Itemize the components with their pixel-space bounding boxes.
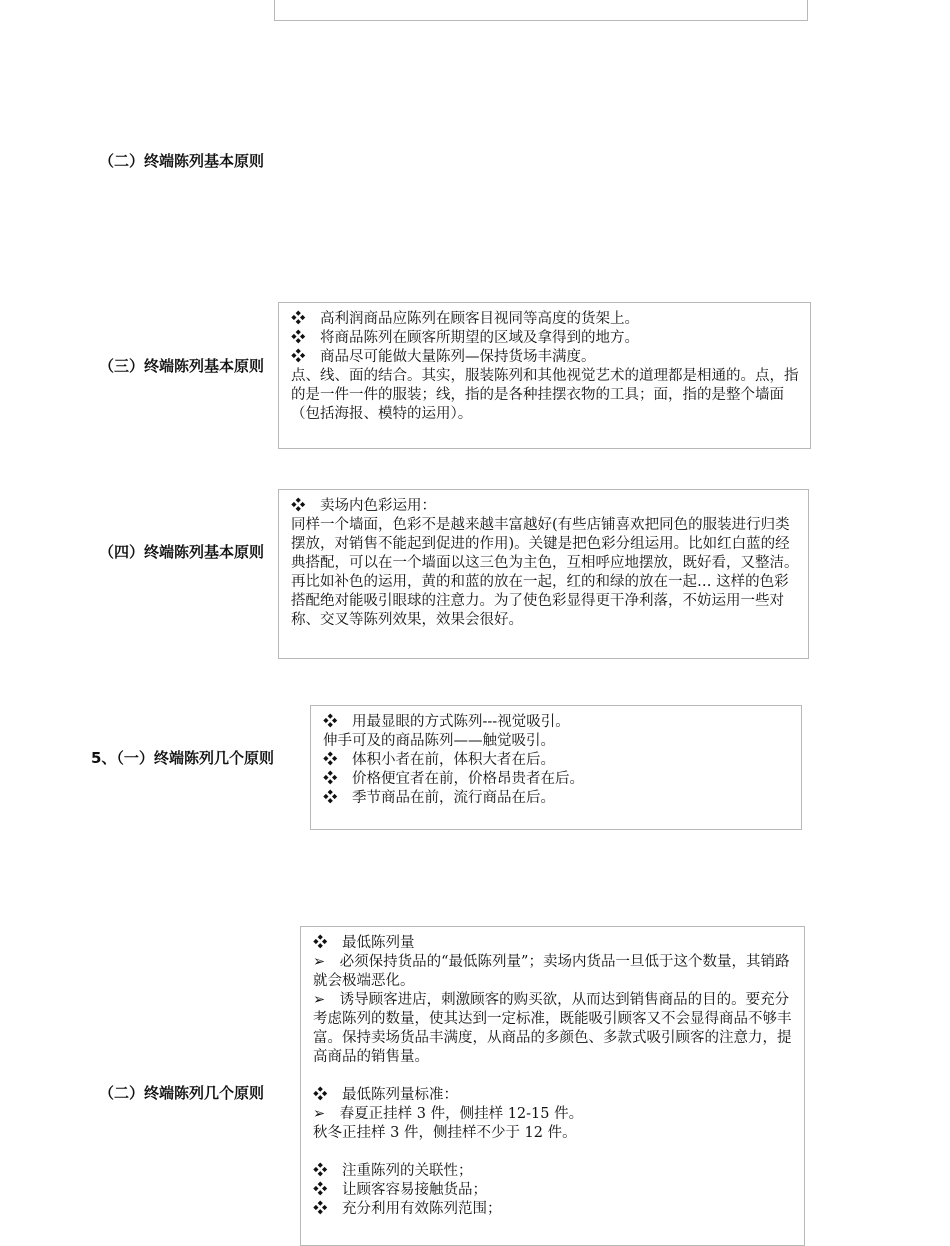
arrow-line: ➢ 春夏正挂样 3 件，侧挂样 12-15 件。 — [313, 1106, 584, 1122]
bullet-line: ❖ 用最显眼的方式陈列---视觉吸引。 — [323, 714, 570, 730]
bullet-line: ❖ 卖场内色彩运用： — [291, 498, 436, 514]
section-content-6 — [313, 934, 798, 1219]
top-partial-box — [274, 0, 808, 21]
paragraph: 同样一个墙面，色彩不是越来越丰富越好(有些店铺喜欢把同色的服装进行归类摆放，对销售不能起到促进的作用)。关键是把色彩分组运用。比如红白蓝的经典搭配，可以在一个墙面以这三色为主色，互相呼应地摆放，既好看，又整洁。再比如补色的运用，黄的和蓝的放在一起，红的和绿的放在一起… 这样的色彩搭配绝对能吸引眼球的注意力。为了使色彩显得更干净利落，不妨运用一些对称、交叉等陈列效果，效果会很好。 — [291, 517, 799, 628]
bullet-line: ❖ 将商品陈列在顾客所期望的区域及拿得到的地方。 — [291, 330, 639, 346]
text-line: 伸手可及的商品陈列——触觉吸引。 — [323, 733, 555, 749]
bullet-line: ❖ 最低陈列量 — [313, 935, 415, 951]
section-content-4 — [291, 497, 802, 630]
section-label-2: （二）终端陈列基本原则 — [99, 152, 265, 170]
bullet-line: ❖ 体积小者在前，体积大者在后。 — [323, 752, 555, 768]
section-box-6 — [300, 926, 805, 1246]
section-box-5 — [310, 705, 802, 830]
bullet-line: ❖ 价格便宜者在前，价格昂贵者在后。 — [323, 771, 584, 787]
section-label-6: （二）终端陈列几个原则 — [99, 1084, 265, 1102]
bullet-line: ❖ 季节商品在前，流行商品在后。 — [323, 790, 555, 806]
bullet-line: ❖ 高利润商品应陈列在顾客目视同等高度的货架上。 — [291, 311, 639, 327]
paragraph: ➢ 必须保持货品的“最低陈列量”；卖场内货品一旦低于这个数量，其销路就会极端恶化。 — [313, 954, 790, 989]
spacer — [313, 1067, 798, 1086]
section-content-3 — [291, 310, 804, 424]
spacer — [313, 1143, 798, 1162]
section-label-3: （三）终端陈列基本原则 — [99, 357, 265, 375]
bullet-line: ❖ 最低陈列量标准： — [313, 1087, 458, 1103]
text-line: 秋冬正挂样 3 件，侧挂样不少于 12 件。 — [313, 1125, 577, 1141]
bullet-line: ❖ 商品尽可能做大量陈列—保持货场丰满度。 — [291, 349, 596, 365]
section-content-5 — [323, 713, 795, 808]
bullet-line: ❖ 注重陈列的关联性； — [313, 1163, 473, 1179]
section-box-4 — [278, 489, 809, 659]
section-label-5: 5、（一）终端陈列几个原则 — [91, 749, 274, 767]
paragraph: 点、线、面的结合。其实，服装陈列和其他视觉艺术的道理都是相通的。点，指的是一件一件的服装；线，指的是各种挂摆衣物的工具；面，指的是整个墙面（包括海报、模特的运用）。 — [291, 368, 799, 422]
bullet-line: ❖ 充分利用有效陈列范围； — [313, 1201, 502, 1217]
bullet-line: ❖ 让顾客容易接触货品； — [313, 1182, 487, 1198]
section-box-3 — [278, 302, 811, 449]
paragraph: ➢ 诱导顾客进店，刺激顾客的购买欲，从而达到销售商品的目的。要充分考虑陈列的数量，使其达到一定标准，既能吸引顾客又不会显得商品不够丰富。保持卖场货品丰满度，从商品的多颜色、多款式吸引顾客的注意力，提高商品的销售量。 — [313, 992, 792, 1065]
section-label-4: （四）终端陈列基本原则 — [99, 543, 265, 561]
